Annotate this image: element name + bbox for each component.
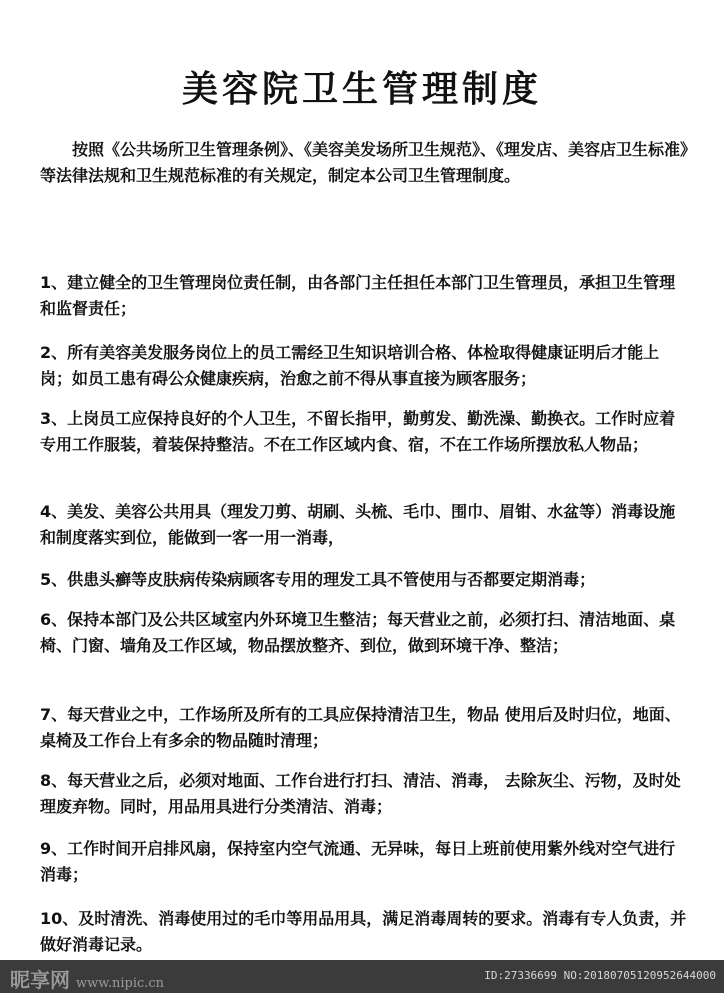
rule-item-2: 2、所有美容美发服务岗位上的员工需经卫生知识培训合格、体检取得健康证明后才能上岗；如员工患有碍公众健康疾病，治愈之前不得从事直接为顾客服务； (40, 343, 660, 388)
rule-item-8: 8、每天营业之后，必须对地面、工作台进行打扫、清洁、消毒， 去除灰尘、污物，及时处理废弃物。同时，用品用具进行分类清洁、消毒； (40, 771, 681, 816)
document-title: 美容院卫生管理制度 (181, 69, 542, 110)
rule-item-3: 3、上岗员工应保持良好的个人卫生，不留长指甲，勤剪发、勤洗澡、勤换衣。工作时应着专用工作服装，着装保持整洁。不在工作区域内食、宿，不在工作场所摆放私人物品； (40, 409, 676, 454)
watermark-logo-text: 昵享网 (10, 968, 70, 992)
rule-item-10: 10、及时清洗、消毒使用过的毛巾等用品用具，满足消毒周转的要求。消毒有专人负责，并做好消毒记录。 (40, 909, 687, 954)
watermark-footer (0, 960, 724, 993)
rule-item-9: 9、工作时间开启排风扇，保持室内空气流通、无异味，每日上班前使用紫外线对空气进行消毒； (40, 839, 676, 884)
intro-paragraph: 按照《公共场所卫生管理条例》、《美容美发场所卫生规范》、《理发店、美容店卫生标准》等法律法规和卫生规范标准的有关规定，制定本公司卫生管理制度。 (40, 140, 689, 185)
rule-item-4: 4、美发、美容公共用具（理发刀剪、胡刷、头梳、毛巾、围巾、眉钳、水盆等）消毒设施和制度落实到位，能做到一客一用一消毒， (40, 502, 676, 547)
rule-item-5: 5、供患头癣等皮肤病传染病顾客专用的理发工具不管使用与否都要定期消毒； (40, 570, 596, 589)
watermark-url: www.nipic.cn (76, 976, 165, 991)
watermark-logo (10, 964, 164, 993)
rule-item-6: 6、保持本部门及公共区域室内外环境卫生整洁；每天营业之前，必须打扫、清洁地面、桌椅、门窗、墙角及工作区域，物品摆放整齐、到位，做到环境干净、整洁； (40, 610, 676, 655)
rule-item-1: 1、建立健全的卫生管理岗位责任制，由各部门主任担任本部门卫生管理员，承担卫生管理和监督责任； (40, 273, 676, 318)
rule-item-7: 7、每天营业之中，工作场所及所有的工具应保持清洁卫生，物品 使用后及时归位，地面、桌椅及工作台上有多余的物品随时清理； (40, 705, 681, 750)
image-id-text: ID:27336699 NO:20180705120952644000 (484, 969, 716, 982)
